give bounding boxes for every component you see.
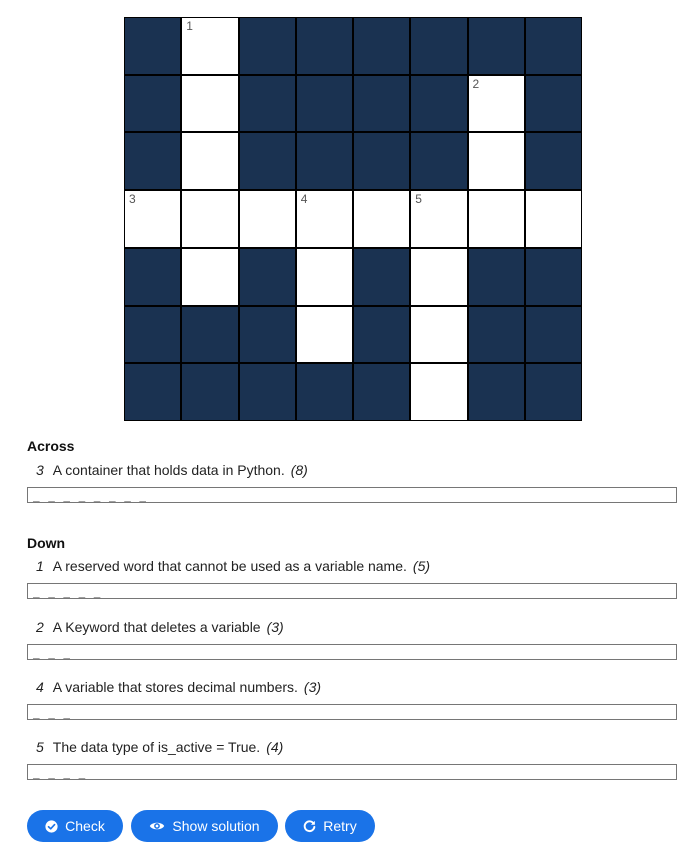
crossword-cell-r3-c6[interactable]	[468, 190, 525, 248]
blocked-cell	[239, 306, 296, 364]
blocked-cell	[124, 306, 181, 364]
answer-input-down-1[interactable]	[27, 583, 677, 599]
across-heading: Across	[27, 438, 75, 454]
answer-placeholder: _ _ _ _ _	[33, 589, 102, 599]
check-circle-icon	[45, 820, 58, 833]
blocked-cell	[296, 132, 353, 190]
crossword-cell-r1-c1[interactable]	[181, 75, 238, 133]
down-heading: Down	[27, 535, 66, 551]
blocked-cell	[239, 363, 296, 421]
crossword-cell-r2-c1[interactable]	[181, 132, 238, 190]
clue-length: (3)	[303, 679, 322, 695]
retry-label: Retry	[323, 818, 357, 834]
clue-down-1	[36, 558, 430, 574]
answer-placeholder: _ _ _ _ _ _ _ _	[33, 493, 148, 503]
blocked-cell	[239, 248, 296, 306]
blocked-cell	[296, 17, 353, 75]
blocked-cell	[353, 363, 410, 421]
blocked-cell	[525, 363, 582, 421]
clue-number-label: 5	[415, 192, 422, 207]
crossword-cell-r3-c5[interactable]	[410, 190, 467, 248]
blocked-cell	[353, 132, 410, 190]
clue-length: (4)	[266, 739, 284, 755]
clue-number: 5	[36, 739, 44, 755]
clue-down-5	[36, 739, 283, 755]
crossword-cell-r2-c6[interactable]	[468, 132, 525, 190]
crossword-cell-r3-c0[interactable]	[124, 190, 181, 248]
clue-number: 4	[36, 679, 44, 695]
clue-down-2	[36, 619, 284, 635]
blocked-cell	[468, 248, 525, 306]
clue-number-label: 1	[186, 19, 193, 33]
blocked-cell	[239, 75, 296, 133]
crossword-cell-r4-c3[interactable]	[296, 248, 353, 306]
answer-placeholder: _ _ _	[33, 650, 72, 660]
clue-down-4	[36, 679, 321, 695]
retry-icon	[303, 820, 316, 833]
answer-placeholder: _ _ _ _	[33, 770, 87, 780]
crossword-grid	[124, 17, 582, 421]
crossword-cell-r5-c5[interactable]	[410, 306, 467, 364]
clue-text: A container that holds data in Python.	[52, 462, 285, 478]
answer-input-down-4[interactable]	[27, 704, 677, 720]
blocked-cell	[468, 17, 525, 75]
answer-input-down-2[interactable]	[27, 644, 677, 660]
crossword-cell-r3-c1[interactable]	[181, 190, 238, 248]
clue-number: 3	[36, 462, 44, 478]
blocked-cell	[468, 306, 525, 364]
blocked-cell	[124, 363, 181, 421]
blocked-cell	[296, 363, 353, 421]
blocked-cell	[525, 248, 582, 306]
crossword-cell-r3-c2[interactable]	[239, 190, 296, 248]
retry-button[interactable]	[285, 810, 375, 842]
clue-text: A Keyword that deletes a variable	[52, 619, 261, 635]
blocked-cell	[353, 75, 410, 133]
blocked-cell	[525, 132, 582, 190]
clue-number: 1	[36, 558, 44, 574]
clue-number-label: 3	[129, 192, 136, 207]
clue-text: The data type of is_active = True.	[52, 739, 261, 755]
blocked-cell	[353, 17, 410, 75]
clue-length: (3)	[266, 619, 284, 635]
blocked-cell	[410, 17, 467, 75]
blocked-cell	[353, 306, 410, 364]
crossword-cell-r0-c1[interactable]	[181, 17, 238, 75]
check-button[interactable]	[27, 810, 123, 842]
crossword-cell-r4-c1[interactable]	[181, 248, 238, 306]
clue-length: (8)	[290, 462, 308, 478]
eye-icon	[149, 820, 165, 832]
answer-placeholder: _ _ _	[33, 710, 72, 720]
clue-number-label: 2	[472, 76, 480, 91]
blocked-cell	[353, 248, 410, 306]
blocked-cell	[296, 75, 353, 133]
clue-number: 2	[36, 619, 44, 635]
blocked-cell	[410, 132, 467, 190]
crossword-cell-r5-c3[interactable]	[296, 306, 353, 364]
show-solution-button[interactable]	[131, 810, 278, 842]
clue-text: A variable that stores decimal numbers.	[52, 679, 298, 695]
crossword-cell-r3-c7[interactable]	[525, 190, 582, 248]
blocked-cell	[181, 363, 238, 421]
blocked-cell	[124, 132, 181, 190]
clue-length: (5)	[412, 558, 431, 574]
crossword-cell-r3-c4[interactable]	[353, 190, 410, 248]
blocked-cell	[410, 75, 467, 133]
clue-text: A reserved word that cannot be used as a variable name.	[52, 558, 407, 574]
blocked-cell	[124, 75, 181, 133]
answer-input-down-5[interactable]	[27, 764, 677, 780]
show-solution-label: Show solution	[172, 818, 260, 834]
blocked-cell	[181, 306, 238, 364]
blocked-cell	[124, 17, 181, 75]
check-label: Check	[65, 818, 105, 834]
blocked-cell	[525, 17, 582, 75]
clue-across-3	[36, 462, 308, 478]
blocked-cell	[239, 17, 296, 75]
crossword-cell-r1-c6[interactable]	[468, 75, 525, 133]
answer-input-across-3[interactable]	[27, 487, 677, 503]
blocked-cell	[468, 363, 525, 421]
crossword-cell-r6-c5[interactable]	[410, 363, 467, 421]
blocked-cell	[525, 75, 582, 133]
crossword-cell-r3-c3[interactable]	[296, 190, 353, 248]
blocked-cell	[525, 306, 582, 364]
clue-number-label: 4	[300, 192, 308, 207]
blocked-cell	[239, 132, 296, 190]
blocked-cell	[124, 248, 181, 306]
crossword-cell-r4-c5[interactable]	[410, 248, 467, 306]
